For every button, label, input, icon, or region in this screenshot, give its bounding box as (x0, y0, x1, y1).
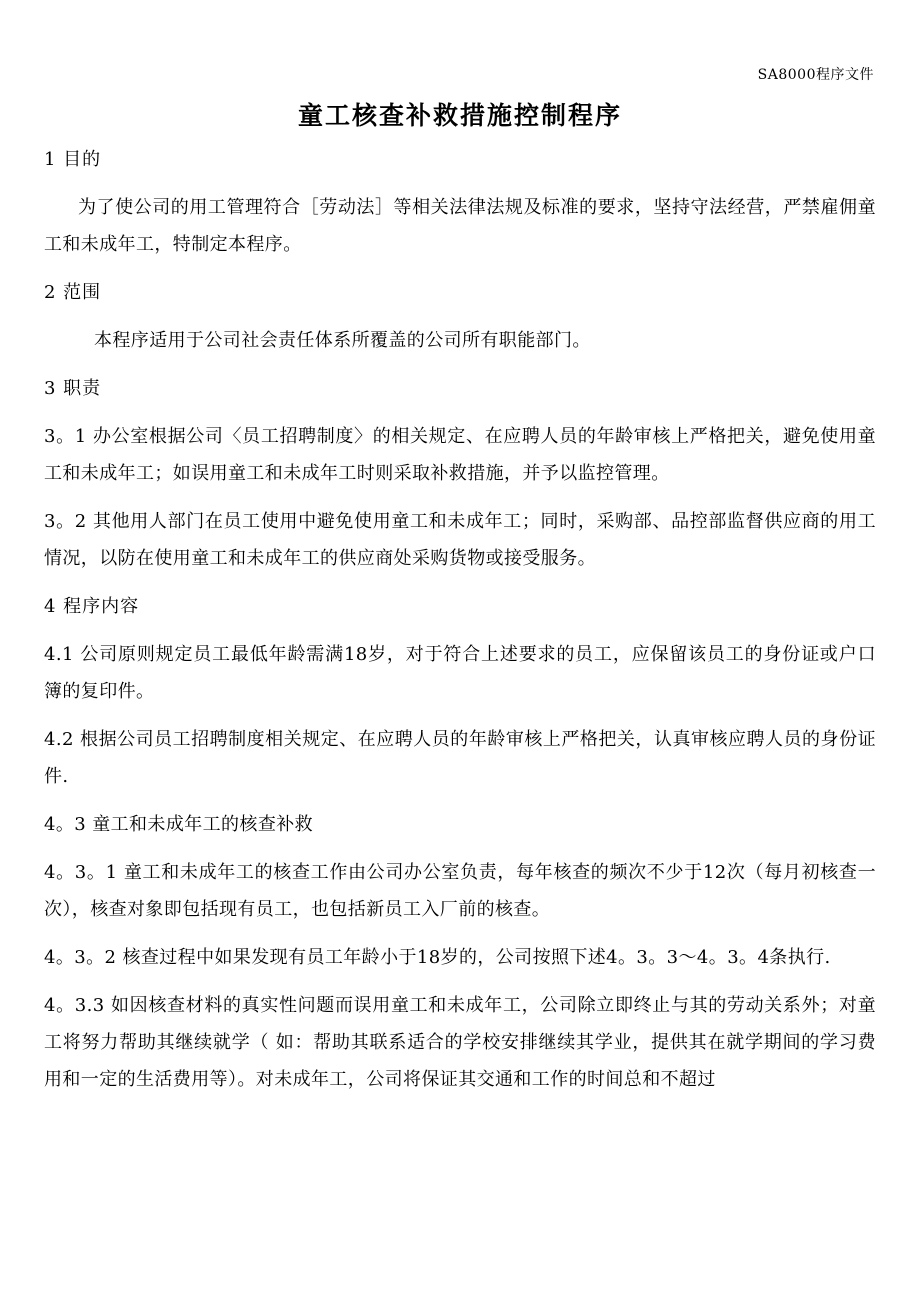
paragraph-3-1: 3。1 办公室根据公司〈员工招聘制度〉的相关规定、在应聘人员的年龄审核上严格把关，避免使用童工和未成年工；如误用童工和未成年工时则采取补救措施，并予以监控管理。 (44, 426, 876, 484)
section-heading-procedure: 4 程序内容 (44, 596, 140, 617)
section-heading-scope: 2 范围 (44, 282, 102, 303)
paragraph-4-1: 4.1 公司原则规定员工最低年龄需满18岁，对于符合上述要求的员工，应保留该员工的身份证或户口簿的复印件。 (44, 644, 876, 702)
document-header: SA8000程序文件 (757, 67, 874, 83)
paragraph-4-3: 4。3 童工和未成年工的核查补救 (44, 814, 314, 835)
paragraph-4-3-1: 4。3。1 童工和未成年工的核查工作由公司办公室负责，每年核查的频次不少于12次（每月初核查一次），核查对象即包括现有员工，也包括新员工入厂前的核查。 (44, 862, 876, 920)
paragraph-purpose: 为了使公司的用工管理符合［劳动法］等相关法律法规及标准的要求，坚持守法经营，严禁雇佣童工和未成年工，特制定本程序。 (44, 197, 876, 255)
document-body (44, 141, 876, 1109)
document-title: 童工核查补救措施控制程序 (297, 101, 622, 130)
paragraph-4-2: 4.2 根据公司员工招聘制度相关规定、在应聘人员的年龄审核上严格把关，认真审核应聘人员的身份证件. (44, 729, 876, 787)
paragraph-4-3-3: 4。3.3 如因核查材料的真实性问题而误用童工和未成年工，公司除立即终止与其的劳动关系外；对童工将努力帮助其继续就学（ 如：帮助其联系适合的学校安排继续其学业，提供其在就学期间的学习费用和一定的生活费用等）。对未成年工，公司将保证其交通和工作的时间总和不超过 (44, 995, 876, 1090)
section-heading-purpose: 1 目的 (44, 149, 102, 170)
paragraph-scope: 本程序适用于公司社会责任体系所覆盖的公司所有职能部门。 (94, 330, 591, 351)
paragraph-4-3-2: 4。3。2 核查过程中如果发现有员工年龄小于18岁的，公司按照下述4。3。3～4。3。4条执行. (44, 947, 831, 968)
section-heading-responsibilities: 3 职责 (44, 378, 102, 399)
paragraph-3-2: 3。2 其他用人部门在员工使用中避免使用童工和未成年工；同时，采购部、品控部监督供应商的用工情况，以防在使用童工和未成年工的供应商处采购货物或接受服务。 (44, 511, 876, 569)
